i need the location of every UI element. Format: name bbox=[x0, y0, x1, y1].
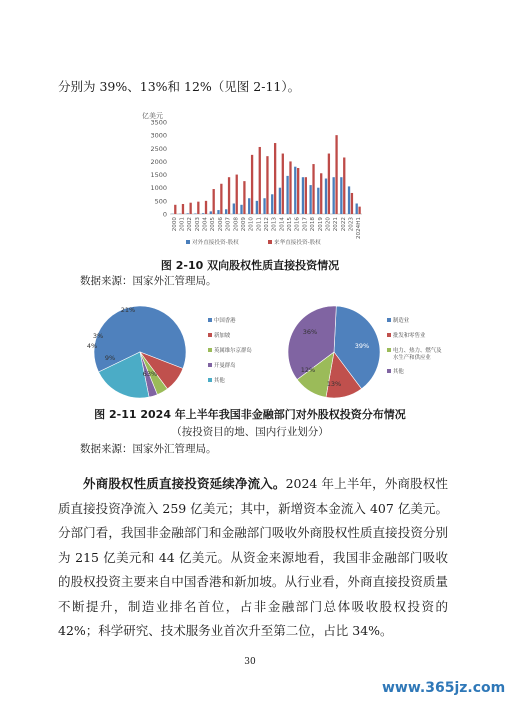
bar-outward-equity bbox=[256, 201, 258, 214]
legend-swatch bbox=[208, 333, 212, 337]
x-tick-label: 2018 bbox=[310, 217, 317, 232]
figure-2-10-caption: 图 2-10 双向股权性质直接投资情况 bbox=[160, 259, 340, 272]
bar-outward-equity bbox=[271, 194, 273, 214]
bar-inward-equity bbox=[335, 135, 337, 214]
legend-swatch bbox=[186, 240, 190, 244]
y-tick-label: 2500 bbox=[150, 144, 167, 153]
x-tick-label: 2003 bbox=[194, 217, 201, 232]
bar-inward-equity bbox=[297, 168, 299, 214]
bar-outward-equity bbox=[356, 203, 358, 214]
x-tick-label: 2022 bbox=[340, 217, 347, 232]
pie-data-label: 21% bbox=[120, 306, 136, 314]
y-tick-label: 0 bbox=[162, 210, 167, 219]
x-tick-label: 2008 bbox=[233, 217, 240, 232]
legend-label: 新加坡 bbox=[214, 333, 231, 339]
bar-outward-equity bbox=[202, 213, 204, 214]
bar-outward-equity bbox=[279, 188, 281, 214]
legend-label: 其他 bbox=[393, 369, 404, 375]
x-tick-label: 2021 bbox=[333, 217, 340, 232]
bar-inward-equity bbox=[197, 202, 199, 214]
pie-data-label: 63% bbox=[142, 370, 158, 378]
legend-swatch bbox=[208, 318, 212, 322]
intro-paragraph: 分别为 39%、13%和 12%（见图 2-11）。 bbox=[58, 79, 301, 94]
x-tick-label: 2013 bbox=[271, 217, 278, 232]
x-tick-label: 2005 bbox=[210, 217, 217, 232]
bar-outward-equity bbox=[194, 213, 196, 214]
bar-inward-equity bbox=[320, 173, 322, 214]
legend-label: 对外直接投资-股权 bbox=[192, 240, 239, 246]
bar-inward-equity bbox=[228, 177, 230, 214]
y-tick-label: 1000 bbox=[150, 184, 167, 193]
x-tick-label: 2001 bbox=[179, 217, 186, 232]
page-number: 30 bbox=[244, 657, 256, 667]
legend-swatch bbox=[387, 348, 391, 352]
legend-label: 制造业 bbox=[393, 318, 410, 324]
bar-outward-equity bbox=[309, 185, 311, 214]
x-tick-label: 2011 bbox=[256, 217, 263, 232]
x-tick-label: 2000 bbox=[171, 217, 178, 232]
x-tick-label: 2009 bbox=[240, 217, 247, 232]
x-tick-label: 2002 bbox=[187, 217, 194, 232]
legend-swatch bbox=[208, 348, 212, 352]
bar-inward-equity bbox=[358, 207, 360, 214]
bar-outward-equity bbox=[240, 205, 242, 214]
bar-outward-equity bbox=[187, 213, 189, 214]
x-tick-label: 2012 bbox=[264, 217, 270, 232]
legend-swatch bbox=[268, 240, 272, 244]
bar-inward-equity bbox=[274, 143, 276, 214]
bar-inward-equity bbox=[213, 189, 215, 214]
y-tick-label: 1500 bbox=[150, 171, 167, 180]
bar-inward-equity bbox=[282, 154, 284, 214]
bar-inward-equity bbox=[343, 157, 345, 214]
x-tick-label: 2024H1 bbox=[356, 217, 363, 240]
pie-data-label: 39% bbox=[354, 342, 370, 350]
bar-outward-equity bbox=[325, 179, 327, 214]
y-axis-unit-label: 亿美元 bbox=[142, 112, 163, 120]
bar-outward-equity bbox=[286, 176, 288, 214]
bar-inward-equity bbox=[305, 177, 307, 214]
bar-inward-equity bbox=[289, 161, 291, 214]
legend-swatch bbox=[208, 363, 212, 367]
bar-outward-equity bbox=[340, 177, 342, 214]
bar-outward-equity bbox=[333, 177, 335, 214]
bar-inward-equity bbox=[220, 184, 222, 214]
legend-label: 水生产和供应业 bbox=[393, 355, 431, 361]
legend-label: 来华直接投资-股权 bbox=[274, 240, 321, 246]
legend-label: 电力、热力、燃气及 bbox=[393, 348, 442, 354]
bar-inward-equity bbox=[351, 193, 353, 214]
legend-label: 开曼群岛 bbox=[214, 363, 236, 369]
pie-data-label: 12% bbox=[300, 366, 316, 374]
bar-outward-equity bbox=[248, 198, 250, 214]
legend-label: 其他 bbox=[214, 378, 225, 384]
legend-swatch bbox=[387, 318, 391, 322]
figure-2-10-source: 数据来源：国家外汇管理局。 bbox=[80, 275, 217, 287]
legend-swatch bbox=[387, 333, 391, 337]
y-tick-label: 3000 bbox=[150, 131, 167, 140]
figure-2-11-pie-industry bbox=[282, 300, 457, 400]
x-tick-label: 2017 bbox=[302, 217, 309, 232]
bar-outward-equity bbox=[294, 167, 296, 214]
body-rest-text: 2024 年上半年，外商股权性质直接投资净流入 259 亿美元；其中，新增资本金流入 407 亿美元。分部门看，我国非金融部门和金融部门吸收外商股权性质直接投资分别为 215 亿美元和 44 亿美元。从资金来源地看，我国非金融部门吸收的股权投资主要来自中国香港和新加坡。从行业看，外商直接投资质量不断提升，制造业排名首位，占非金融部门总体吸收股权投资的 42%；科学研究、技术服务业首次升至第二位，占比 34%。 bbox=[58, 476, 448, 638]
y-tick-label: 3500 bbox=[150, 118, 167, 127]
bar-outward-equity bbox=[263, 198, 265, 214]
figure-2-10-bar-chart bbox=[140, 110, 370, 255]
x-tick-label: 2016 bbox=[294, 217, 301, 232]
x-tick-label: 2006 bbox=[217, 217, 224, 232]
y-tick-label: 2000 bbox=[150, 157, 167, 166]
body-paragraph bbox=[58, 472, 448, 644]
bar-inward-equity bbox=[205, 201, 207, 214]
legend-swatch bbox=[387, 369, 391, 373]
pie-data-label: 13% bbox=[326, 380, 342, 388]
bar-outward-equity bbox=[210, 211, 212, 214]
x-tick-label: 2014 bbox=[279, 217, 286, 232]
pie-data-label: 3% bbox=[92, 332, 104, 340]
figure-2-11-pie-destination bbox=[88, 300, 263, 400]
pie-data-label: 36% bbox=[302, 328, 318, 336]
bar-inward-equity bbox=[259, 147, 261, 214]
bar-outward-equity bbox=[302, 177, 304, 214]
figure-2-11-subcaption: （按投资目的地、国内行业划分） bbox=[171, 426, 329, 438]
y-tick-label: 500 bbox=[154, 197, 167, 206]
bar-outward-equity bbox=[233, 203, 235, 214]
figure-2-11-source: 数据来源：国家外汇管理局。 bbox=[80, 443, 217, 455]
legend-label: 英属维尔京群岛 bbox=[214, 348, 252, 354]
bar-inward-equity bbox=[182, 204, 184, 214]
bar-inward-equity bbox=[328, 154, 330, 214]
bar-outward-equity bbox=[217, 210, 219, 214]
bar-inward-equity bbox=[266, 156, 268, 214]
site-watermark: www.365jz.com bbox=[382, 680, 505, 696]
bar-outward-equity bbox=[317, 188, 319, 214]
bar-inward-equity bbox=[190, 203, 192, 214]
bar-outward-equity bbox=[348, 186, 350, 214]
x-tick-label: 2004 bbox=[202, 217, 209, 232]
bar-inward-equity bbox=[174, 205, 176, 214]
x-tick-label: 2010 bbox=[248, 217, 255, 232]
bar-inward-equity bbox=[312, 164, 314, 214]
pie-data-label: 4% bbox=[86, 342, 98, 350]
x-tick-label: 2023 bbox=[348, 217, 355, 232]
x-tick-label: 2020 bbox=[325, 217, 332, 232]
pie-data-label: 9% bbox=[104, 354, 116, 362]
figure-2-11-caption: 图 2-11 2024 年上半年我国非金融部门对外股权投资分布情况 bbox=[94, 408, 406, 421]
bar-inward-equity bbox=[243, 181, 245, 214]
body-lead-sentence: 外商股权性质直接投资延续净流入。 bbox=[83, 476, 286, 491]
x-tick-label: 2019 bbox=[317, 217, 324, 232]
legend-swatch bbox=[208, 378, 212, 382]
legend-label: 中国香港 bbox=[214, 318, 236, 324]
bar-inward-equity bbox=[236, 175, 238, 214]
x-tick-label: 2007 bbox=[225, 217, 232, 232]
bar-outward-equity bbox=[225, 209, 227, 214]
x-tick-label: 2015 bbox=[287, 217, 294, 232]
legend-label: 批发和零售业 bbox=[393, 333, 426, 339]
bar-inward-equity bbox=[251, 155, 253, 214]
